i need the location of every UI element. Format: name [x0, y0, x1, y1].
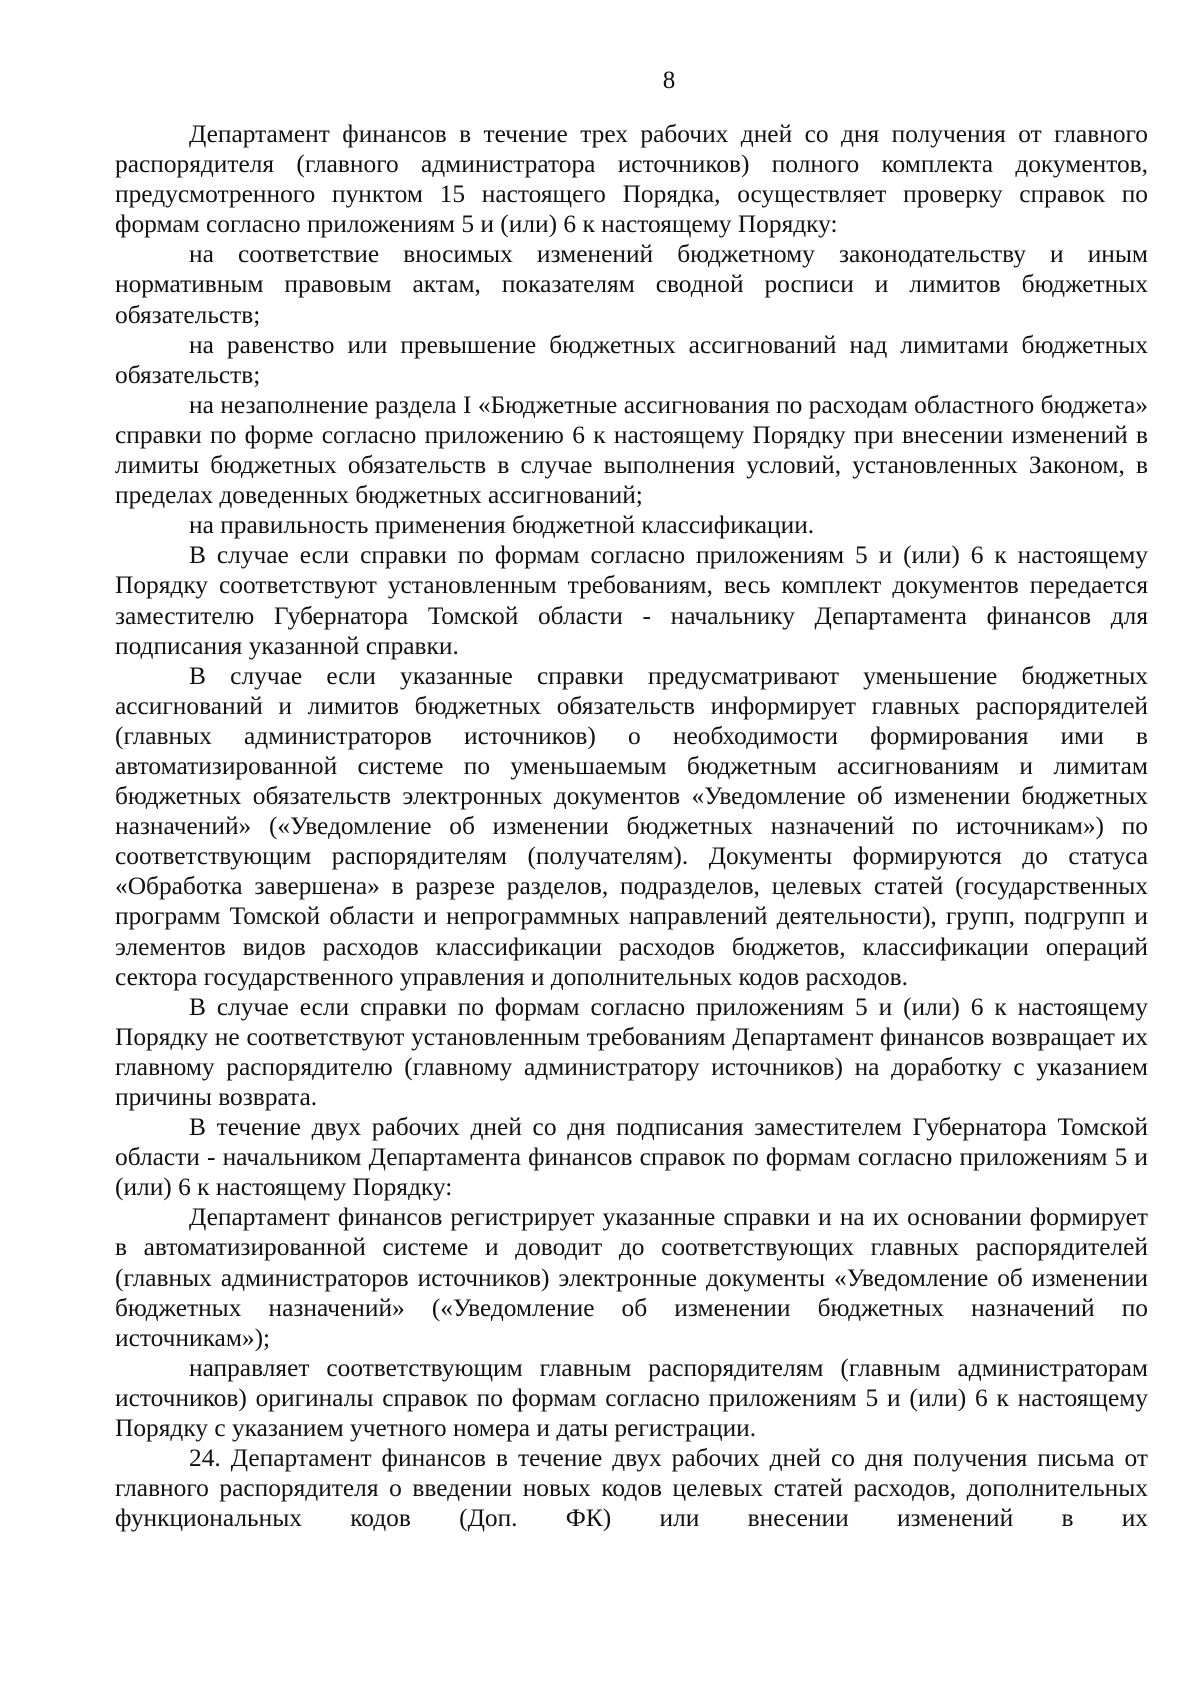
- paragraph-check-equality: на равенство или превышение бюджетных ассигнований над лимитами бюджетных обязательств;: [115, 330, 1148, 389]
- paragraph-registration: Департамент финансов регистрирует указанные справки и на их основании формирует в автоматизированной системе и доводит до соответствующих главных распорядителей (главных администраторов источников) электронные документы «Уведомление об изменении бюджетных назначений» («Уведомление об изменении бюджетных назначений по источникам»);: [115, 1203, 1148, 1352]
- paragraph-check-classification: на правильность применения бюджетной классификации.: [189, 511, 815, 540]
- paragraph-check-section-one: на незаполнение раздела I «Бюджетные ассигнования по расходам областного бюджета» справки по форме согласно приложению 6 к настоящему Порядку при внесении изменений в лимиты бюджетных обязательств в случае выполнения условий, установленных Законом, в пределах доведенных бюджетных ассигнований;: [115, 390, 1148, 510]
- paragraph-reduction-case: В случае если указанные справки предусматривают уменьшение бюджетных ассигнований и лимитов бюджетных обязательств информирует главных распорядителей (главных администраторов источников) о необходимости формирования ими в автоматизированной системе по уменьшаемым бюджетным ассигнованиям и лимитам бюджетных обязательств электронных документов «Уведомление об изменении бюджетных назначений» («Уведомление об изменении бюджетных назначений по источникам») по соответствующим распорядителям (получателям). Документы формируются до статуса «Обработка завершена» в разрезе разделов, подразделов, целевых статей (государственных программ Томской области и непрограммных направлений деятельности), групп, подгрупп и элементов видов расходов классификации расходов бюджетов, классификации операций сектора государственного управления и дополнительных кодов расходов.: [115, 661, 1148, 991]
- page-number: 8: [662, 67, 676, 94]
- document-body: [115, 119, 1148, 1533]
- paragraph-item-24: 24. Департамент финансов в течение двух рабочих дней со дня получения письма от главного распорядителя о введении новых кодов целевых статей расходов, дополнительных функциональных кодов (Доп. ФК) или внесении изменений в их: [115, 1444, 1148, 1533]
- paragraph-noncompliant-case: В случае если справки по формам согласно приложениям 5 и (или) 6 к настоящему Порядку не соответствуют установленным требованиям Департамент финансов возвращает их главному распорядителю (главному администратору источников) на доработку с указанием причины возврата.: [115, 992, 1148, 1111]
- paragraph-check-legislation: на соответствие вносимых изменений бюджетному законодательству и иным нормативным правовым актам, показателям сводной росписи и лимитов бюджетных обязательств;: [115, 240, 1148, 329]
- paragraph-verification-intro: Департамент финансов в течение трех рабочих дней со дня получения от главного распорядителя (главного администратора источников) полного комплекта документов, предусмотренного пунктом 15 настоящего Порядка, осуществляет проверку справок по формам согласно приложениям 5 и (или) 6 к настоящему Порядку:: [115, 120, 1148, 239]
- paragraph-originals: направляет соответствующим главным распорядителям (главным администраторам источников) оригиналы справок по формам согласно приложениям 5 и (или) 6 к настоящему Порядку с указанием учетного номера и даты регистрации.: [115, 1353, 1148, 1443]
- paragraph-compliant-case: В случае если справки по формам согласно приложениям 5 и (или) 6 к настоящему Порядку соответствуют установленным требованиям, весь комплект документов передается заместителю Губернатора Томской области - начальнику Департамента финансов для подписания указанной справки.: [115, 541, 1148, 660]
- paragraph-after-signing: В течение двух рабочих дней со дня подписания заместителем Губернатора Томской области - начальником Департамента финансов справок по формам согласно приложениям 5 и (или) 6 к настоящему Порядку:: [115, 1113, 1148, 1202]
